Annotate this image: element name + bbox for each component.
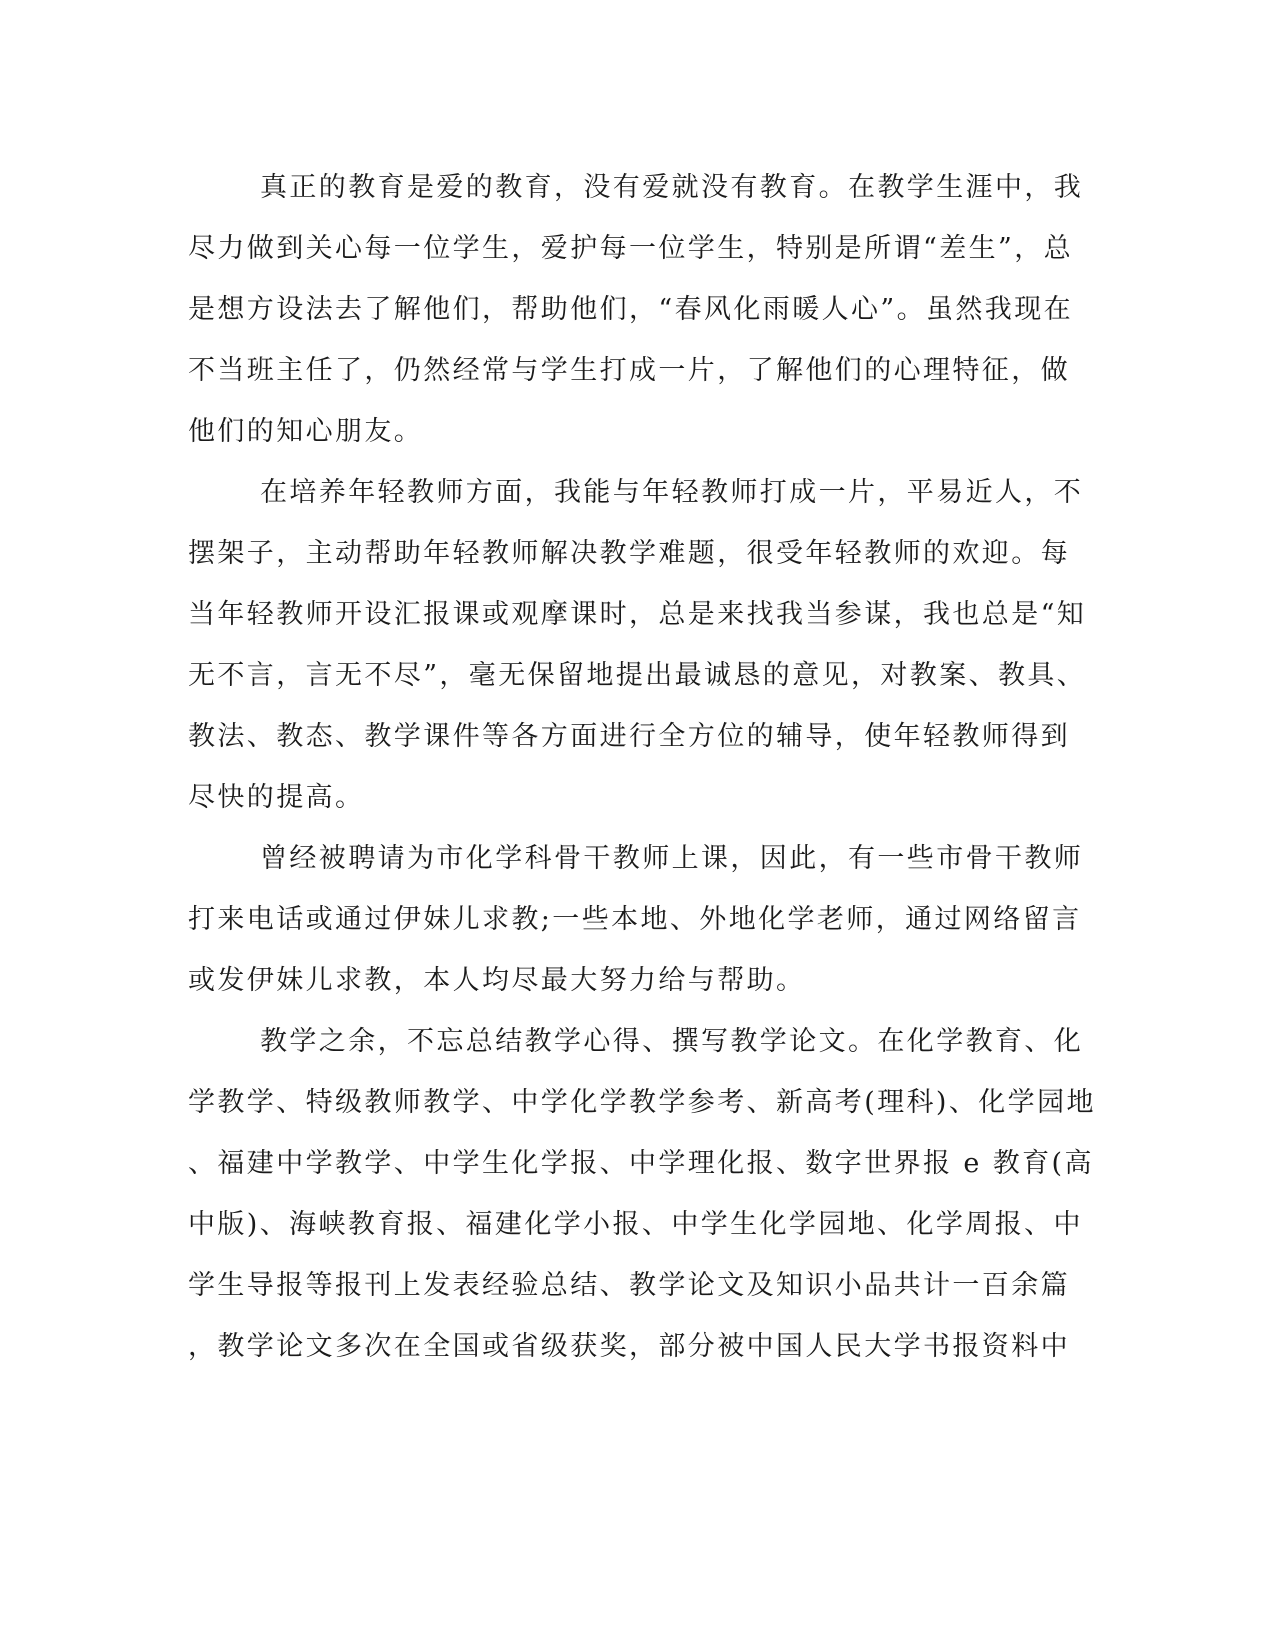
paragraph-line: ，教学论文多次在全国或省级获奖，部分被中国人民大学书报资料中 — [188, 1331, 1070, 1362]
paragraph-line: 尽力做到关心每一位学生，爱护每一位学生，特别是所谓“差生”，总 — [188, 233, 1074, 264]
paragraph-line: 教学之余，不忘总结教学心得、撰写教学论文。在化学教育、化 — [260, 1026, 1084, 1057]
paragraph-line: 、福建中学教学、中学生化学报、中学理化报、数字世界报 e 教育(高 — [188, 1148, 1094, 1179]
paragraph-line: 或发伊妹儿求教，本人均尽最大努力给与帮助。 — [188, 965, 806, 996]
paragraph-4 — [188, 1011, 1096, 1377]
paragraph-line: 曾经被聘请为市化学科骨干教师上课，因此，有一些市骨干教师 — [260, 843, 1084, 874]
paragraph-line: 尽快的提高。 — [188, 782, 365, 813]
paragraph-2 — [188, 462, 1088, 828]
paragraph-line: 无不言，言无不尽”，毫无保留地提出最诚恳的意见，对教案、教具、 — [188, 660, 1087, 691]
paragraph-line: 是想方设法去了解他们，帮助他们，“春风化雨暖人心”。虽然我现在 — [188, 294, 1074, 325]
paragraph-line: 学教学、特级教师教学、中学化学教学参考、新高考(理科)、化学园地 — [188, 1087, 1096, 1118]
paragraph-line: 他们的知心朋友。 — [188, 416, 424, 447]
paragraph-3 — [188, 828, 1088, 1011]
paragraph-line: 在培养年轻教师方面，我能与年轻教师打成一片，平易近人，不 — [260, 477, 1084, 508]
paragraph-1 — [188, 157, 1088, 462]
paragraph-line: 打来电话或通过伊妹儿求教;一些本地、外地化学老师，通过网络留言 — [188, 904, 1082, 935]
paragraph-line: 当年轻教师开设汇报课或观摩课时，总是来找我当参谋，我也总是“知 — [188, 599, 1087, 630]
paragraph-line: 摆架子，主动帮助年轻教师解决教学难题，很受年轻教师的欢迎。每 — [188, 538, 1070, 569]
document-body — [188, 157, 1096, 1377]
paragraph-line: 真正的教育是爱的教育，没有爱就没有教育。在教学生涯中，我 — [260, 172, 1084, 203]
paragraph-line: 教法、教态、教学课件等各方面进行全方位的辅导，使年轻教师得到 — [188, 721, 1070, 752]
paragraph-line: 中版)、海峡教育报、福建化学小报、中学生化学园地、化学周报、中 — [188, 1209, 1083, 1240]
paragraph-line: 不当班主任了，仍然经常与学生打成一片，了解他们的心理特征，做 — [188, 355, 1070, 386]
paragraph-line: 学生导报等报刊上发表经验总结、教学论文及知识小品共计一百余篇 — [188, 1270, 1070, 1301]
